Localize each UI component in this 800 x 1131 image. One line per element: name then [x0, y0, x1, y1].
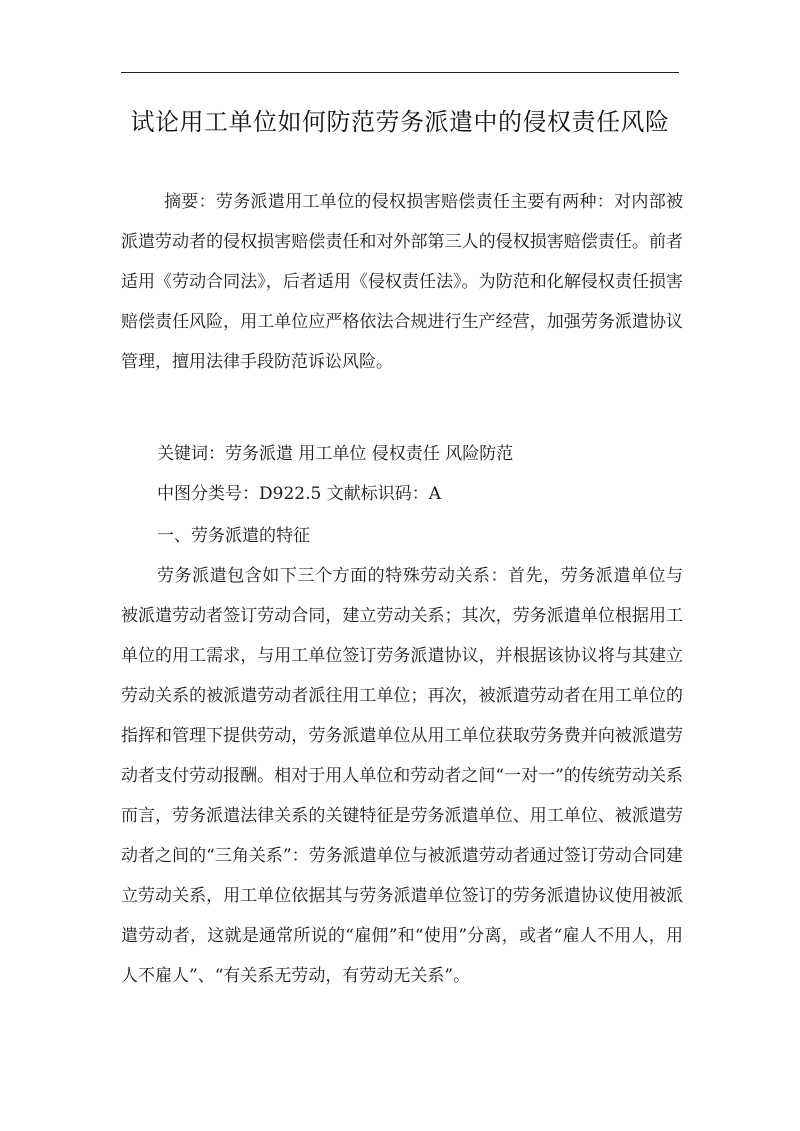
classification-line: 中图分类号：D922.5 文献标识码：A — [157, 484, 441, 504]
keywords-line: 关键词：劳务派遣 用工单位 侵权责任 风险防范 — [157, 444, 514, 464]
document-title: 试论用工单位如何防范劳务派遣中的侵权责任风险 — [130, 108, 670, 136]
top-rule-divider — [121, 72, 679, 73]
body-paragraph: 劳务派遣包含如下三个方面的特殊劳动关系：首先，劳务派遣单位与被派遣劳动者签订劳动合同，建立劳动关系；其次，劳务派遣单位根据用工单位的用工需求，与用工单位签订劳务派遣协议，并根据该协议将与其建立劳动关系的被派遣劳动者派往用工单位；再次，被派遣劳动者在用工单位的指挥和管理下提供劳动，劳务派遣单位从用工单位获取劳务费并向被派遣劳动者支付劳动报酬。相对于用人单位和劳动者之间“一对一”的传统劳动关系而言，劳务派遣法律关系的关键特征是劳务派遣单位、用工单位、被派遣劳动者之间的“三角关系”：劳务派遣单位与被派遣劳动者通过签订劳动合同建立劳动关系，用工单位依据其与劳务派遣单位签订的劳务派遣协议使用被派遣劳动者，这就是通常所说的“雇佣”和“使用”分离，或者“雇人不用人，用人不雇人”、“有关系无劳动，有劳动无关系”。 — [121, 566, 683, 986]
section-heading: 一、劳务派遣的特征 — [157, 526, 310, 546]
abstract-paragraph: 摘要：劳务派遣用工单位的侵权损害赔偿责任主要有两种：对内部被派遣劳动者的侵权损害赔偿责任和对外部第三人的侵权损害赔偿责任。前者适用《劳动合同法》，后者适用《侵权责任法》。为防范和化解侵权责任损害赔偿责任风险，用工单位应严格依法合规进行生产经营，加强劳务派遣协议管理，擅用法律手段防范诉讼风险。 — [121, 192, 683, 372]
